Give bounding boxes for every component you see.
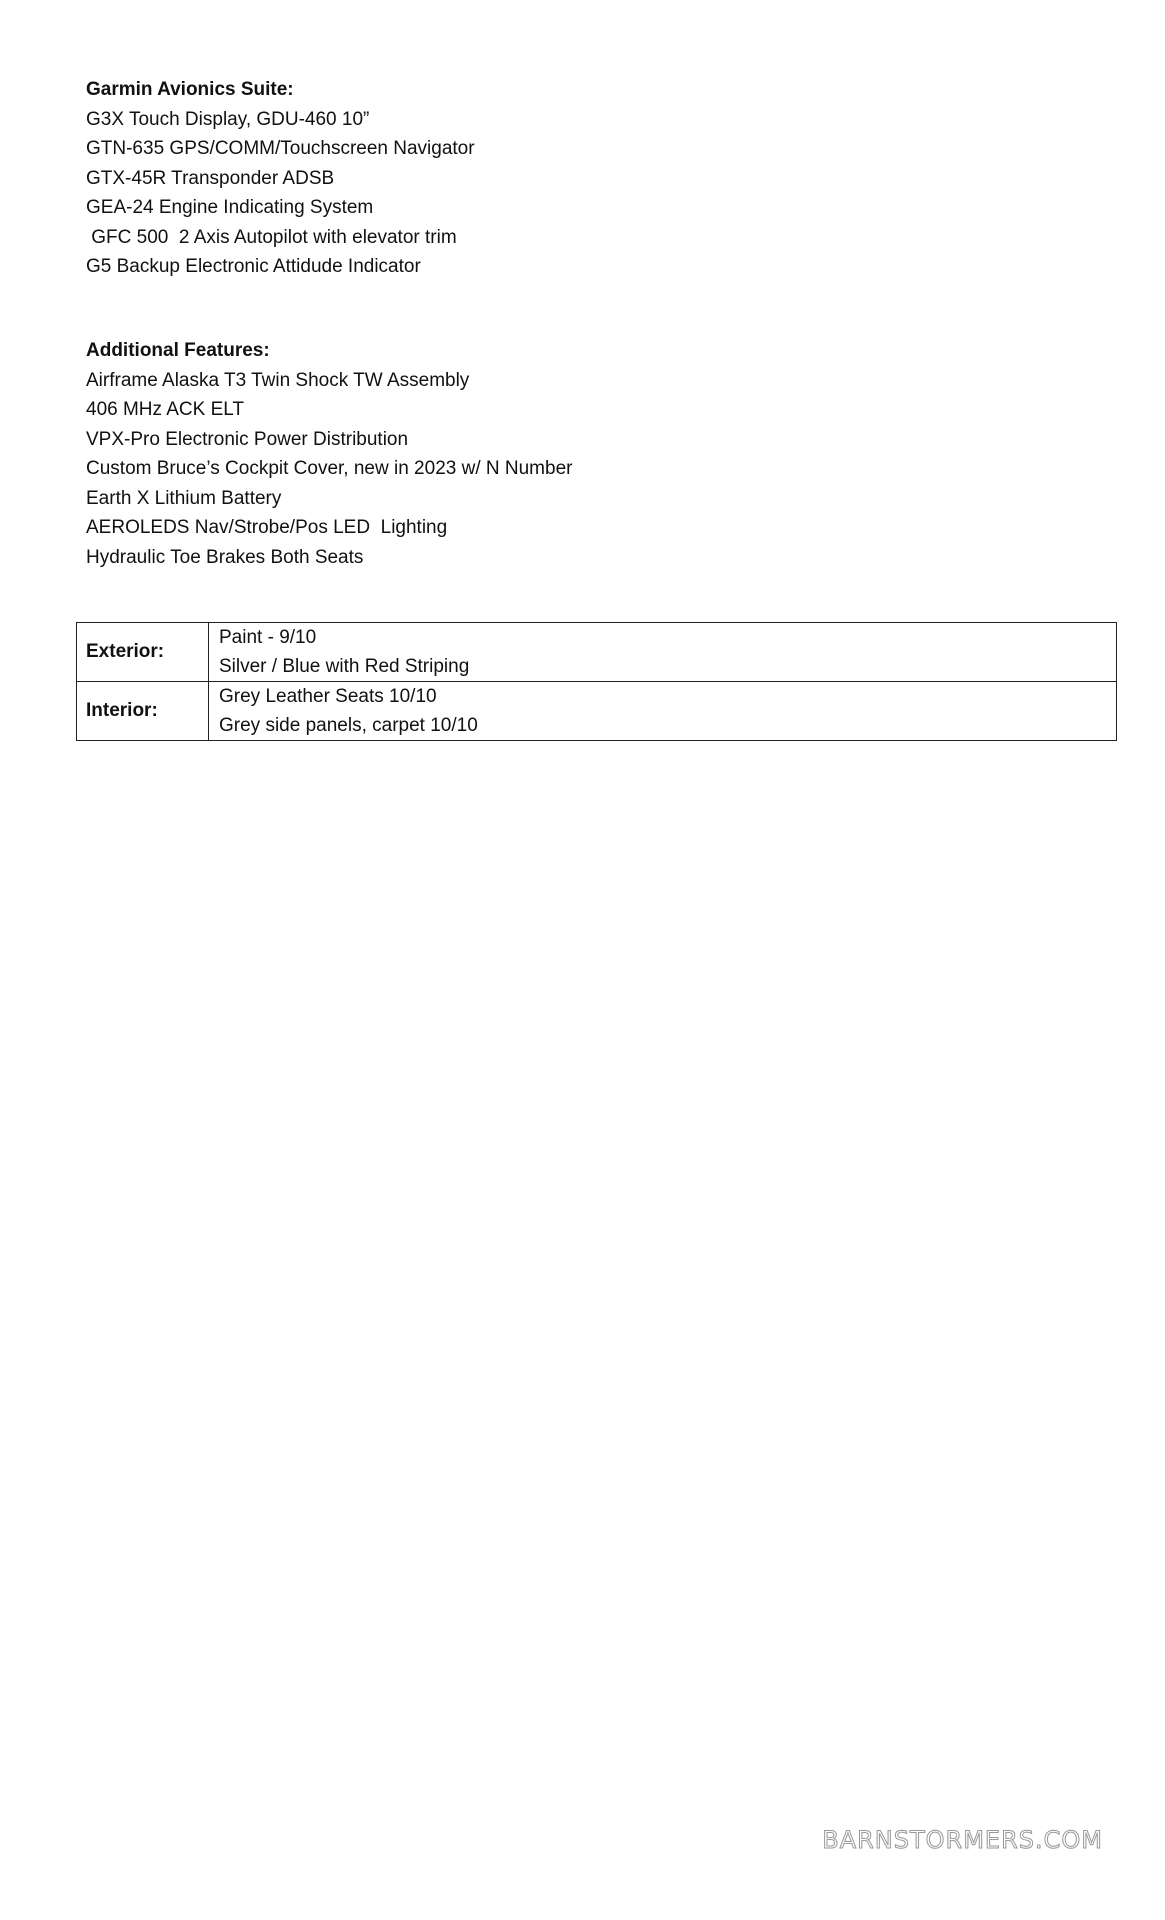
list-item: GFC 500 2 Axis Autopilot with elevator trim: [86, 226, 457, 248]
features-list: [86, 366, 572, 573]
condition-table: [76, 622, 1117, 741]
list-item: G5 Backup Electronic Attidude Indicator: [86, 256, 421, 277]
list-item: G3X Touch Display, GDU-460 10”: [86, 108, 370, 130]
watermark: BARNSTORMERS.COM: [822, 1826, 1103, 1854]
list-item: GTX-45R Transponder ADSB: [86, 167, 335, 189]
table-cell-line: Grey side panels, carpet 10/10: [219, 715, 478, 736]
interior-value: [209, 682, 1117, 741]
list-item: Custom Bruce’s Cockpit Cover, new in 2023 w/ N Number: [86, 458, 573, 479]
list-item: GTN-635 GPS/COMM/Touchscreen Navigator: [86, 138, 475, 159]
exterior-label: Exterior:: [77, 623, 209, 682]
avionics-list: [86, 105, 475, 282]
avionics-title: Garmin Avionics Suite:: [86, 79, 294, 100]
list-item: 406 MHz ACK ELT: [86, 399, 245, 420]
list-item: VPX-Pro Electronic Power Distribution: [86, 428, 409, 450]
table-row: [77, 682, 1117, 741]
list-item: Airframe Alaska T3 Twin Shock TW Assembly: [86, 369, 470, 391]
list-item: Hydraulic Toe Brakes Both Seats: [86, 546, 364, 568]
features-section: [86, 336, 572, 572]
list-item: GEA-24 Engine Indicating System: [86, 197, 374, 218]
list-item: AEROLEDS Nav/Strobe/Pos LED Lighting: [86, 517, 448, 538]
table-cell-line: Paint - 9/10: [219, 627, 317, 648]
exterior-value: [209, 623, 1117, 682]
list-item: Earth X Lithium Battery: [86, 487, 282, 509]
table-cell-line: Grey Leather Seats 10/10: [219, 686, 437, 707]
interior-label: Interior:: [77, 682, 209, 741]
table-row: [77, 623, 1117, 682]
avionics-section: [86, 75, 475, 282]
table-cell-line: Silver / Blue with Red Striping: [219, 656, 470, 677]
features-title: Additional Features:: [86, 340, 270, 361]
